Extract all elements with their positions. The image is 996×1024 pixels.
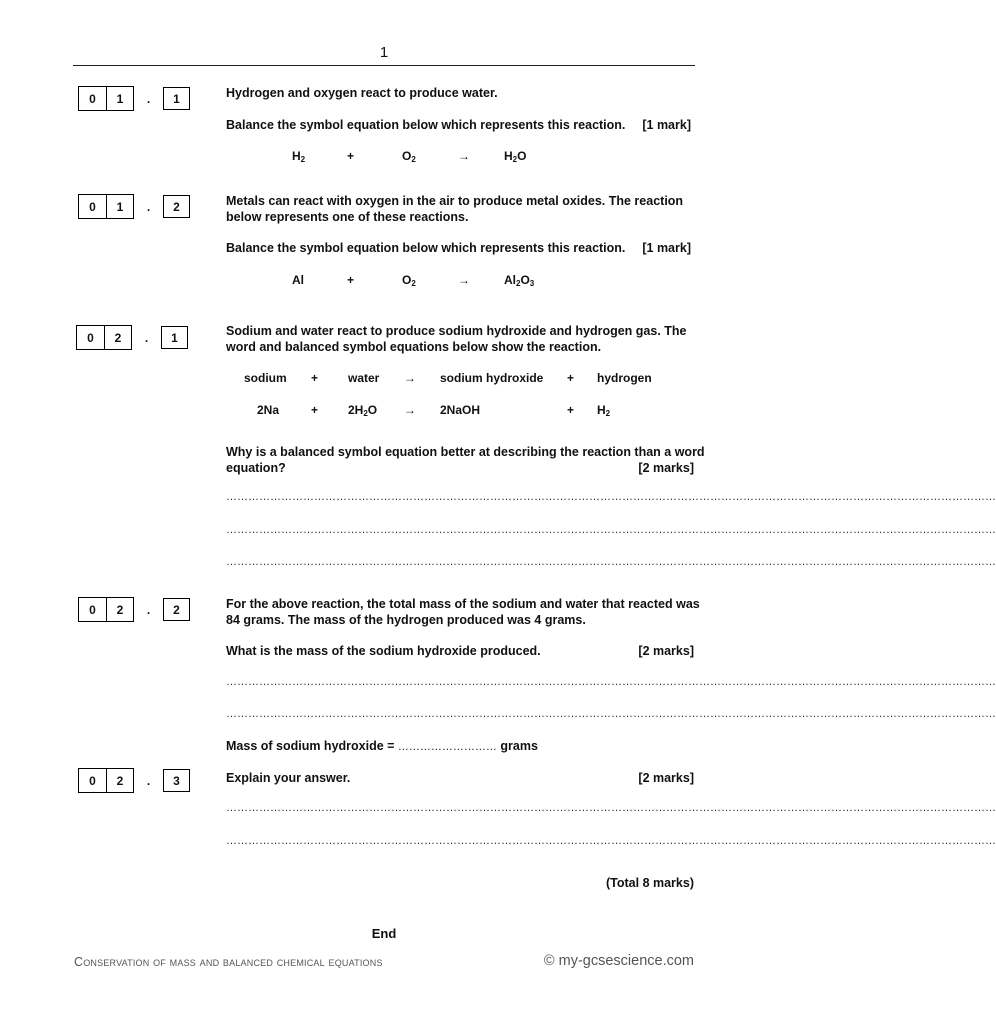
question-dot: .	[146, 199, 151, 214]
page-number: 1	[379, 44, 389, 61]
answer-line[interactable]: …………………………………………………………………………………………………………………………………………………………………………………………	[226, 708, 996, 720]
symbol-equation-arrow: →	[404, 403, 416, 417]
end-label: End	[371, 926, 397, 941]
equation-reactant: Al	[292, 273, 304, 287]
marks-label: [2 marks]	[638, 644, 694, 658]
question-digit: 1	[106, 195, 133, 218]
equation-product: $H_2O$	[504, 149, 527, 164]
question-text: Sodium and water react to produce sodium hydroxide and hydrogen gas. The	[226, 324, 687, 338]
answer-line[interactable]: …………………………………………………………………………………………………………………………………………………………………………………………	[226, 556, 996, 568]
equation-plus: +	[347, 149, 355, 163]
question-text: 84 grams. The mass of the hydrogen produced was 4 grams.	[226, 613, 586, 627]
equation-arrow: →	[458, 149, 470, 163]
question-text: equation?	[226, 461, 286, 475]
answer-line[interactable]: …………………………………………………………………………………………………………………………………………………………………………………………	[226, 835, 996, 847]
question-digit: 0	[89, 91, 96, 106]
word-equation-term: hydrogen	[597, 371, 652, 385]
header-divider	[73, 65, 695, 66]
question-text: Explain your answer.	[226, 771, 351, 785]
question-part: 3	[163, 769, 190, 792]
question-number-box	[76, 325, 188, 350]
question-dot: .	[146, 602, 151, 617]
question-text: Metals can react with oxygen in the air to produce metal oxides. The reaction	[226, 194, 684, 208]
marks-label: [1 mark]	[642, 118, 691, 132]
question-text: word and balanced symbol equations below show the reaction.	[226, 340, 602, 354]
answer-line[interactable]: …………………………………………………………………………………………………………………………………………………………………………………………	[226, 491, 996, 503]
equation-arrow: →	[458, 273, 470, 287]
question-digit: 2	[106, 769, 133, 792]
question-instruction: Balance the symbol equation below which represents this reaction.	[226, 118, 626, 132]
question-number-box	[78, 768, 190, 793]
word-equation-arrow: →	[404, 371, 416, 385]
answer-line[interactable]: …………………………………………………………………………………………………………………………………………………………………………………………	[226, 802, 996, 814]
question-text: For the above reaction, the total mass of the sodium and water that reacted was	[226, 597, 700, 611]
question-text: below represents one of these reactions.	[226, 210, 469, 224]
marks-label: [2 marks]	[638, 771, 694, 785]
marks-label: [2 marks]	[638, 461, 694, 475]
symbol-equation-term: 2NaOH	[440, 403, 481, 417]
footer-copyright: © my-gcsescience.com	[543, 953, 694, 969]
question-text: What is the mass of the sodium hydroxide produced.	[226, 644, 541, 658]
question-digit: 0	[89, 773, 96, 788]
question-dot: .	[146, 773, 151, 788]
symbol-equation-term: $H_2$	[597, 403, 611, 418]
footer-title: Conservation of mass and balanced chemical equations	[74, 955, 383, 969]
word-equation-plus: +	[311, 371, 319, 385]
word-equation-plus: +	[567, 371, 575, 385]
symbol-equation-plus: +	[311, 403, 319, 417]
answer-line[interactable]: …………………………………………………………………………………………………………………………………………………………………………………………	[226, 676, 996, 688]
question-number-box	[78, 597, 190, 622]
equation-reactant: $O_2$	[402, 149, 416, 164]
question-instruction: Balance the symbol equation below which represents this reaction.	[226, 241, 626, 255]
question-digit: 0	[89, 199, 96, 214]
question-digit: 2	[106, 598, 133, 621]
equation-reactant: $H_2$	[292, 149, 306, 164]
question-text: Hydrogen and oxygen react to produce water.	[226, 86, 498, 100]
question-part: 1	[161, 326, 188, 349]
symbol-equation-term: 2Na	[257, 403, 280, 417]
question-text: Why is a balanced symbol equation better at describing the reaction than a word	[226, 445, 705, 459]
symbol-equation-plus: +	[567, 403, 575, 417]
word-equation-term: sodium hydroxide	[440, 371, 544, 385]
answer-blank[interactable]: ………………………	[397, 741, 497, 753]
total-marks: (Total 8 marks)	[606, 876, 694, 890]
question-digit: 0	[89, 602, 96, 617]
question-number-box	[78, 194, 190, 219]
marks-label: [1 mark]	[642, 241, 691, 255]
question-part: 1	[163, 87, 190, 110]
question-number-box	[78, 86, 190, 111]
question-dot: .	[146, 91, 151, 106]
word-equation-term: water	[348, 371, 380, 385]
question-dot: .	[144, 330, 149, 345]
symbol-equation-term: $2H_2O$	[348, 403, 378, 418]
question-part: 2	[163, 195, 190, 218]
question-part: 2	[163, 598, 190, 621]
equation-product: $Al_2O_3$	[504, 273, 535, 288]
question-digit: 1	[106, 87, 133, 110]
answer-line[interactable]: …………………………………………………………………………………………………………………………………………………………………………………………	[226, 524, 996, 536]
word-equation-term: sodium	[244, 371, 287, 385]
equation-plus: +	[347, 273, 355, 287]
answer-prompt: Mass of sodium hydroxide = ……………………… grams	[226, 739, 538, 753]
equation-reactant: $O_2$	[402, 273, 416, 288]
question-digit: 0	[87, 330, 94, 345]
question-digit: 2	[104, 326, 131, 349]
